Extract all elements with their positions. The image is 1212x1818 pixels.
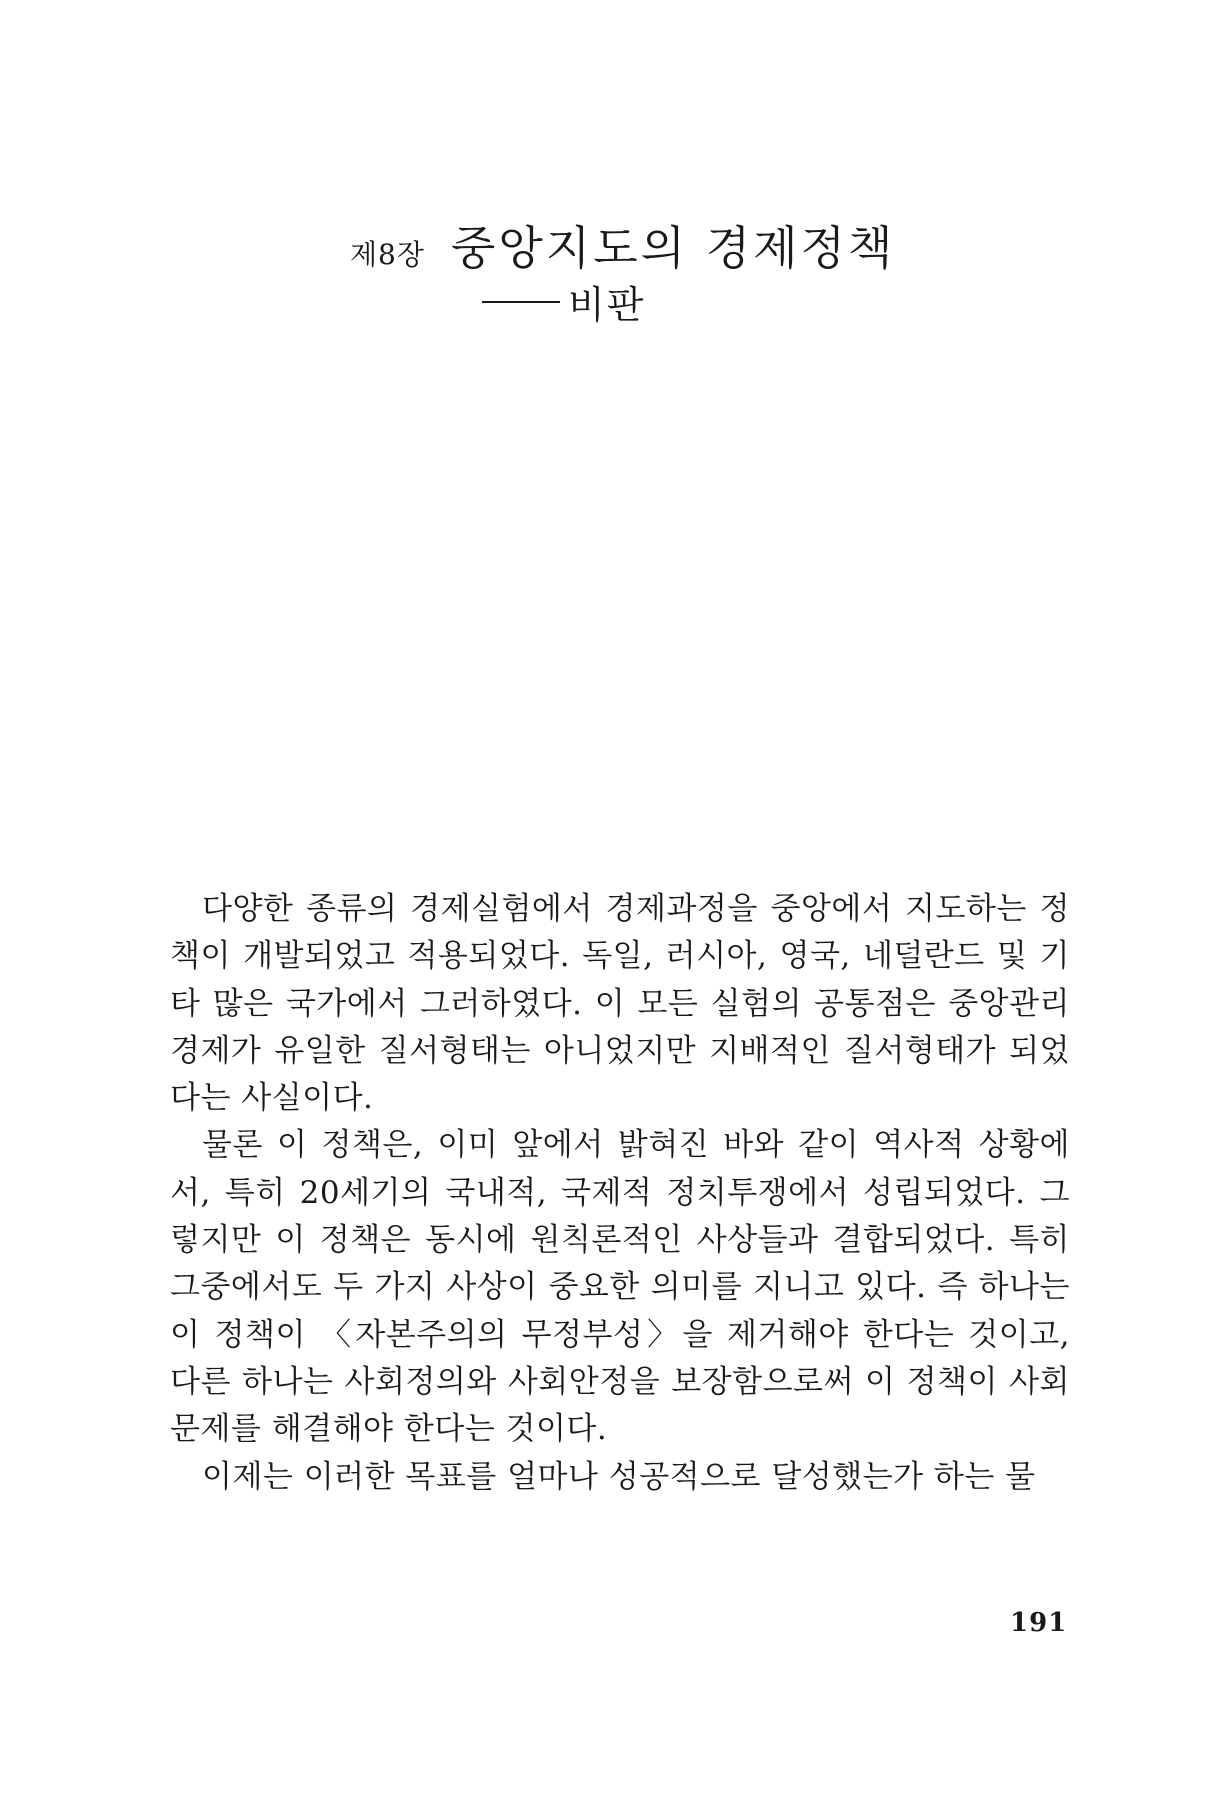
chapter-header xyxy=(350,212,950,327)
em-dash-rule xyxy=(482,301,560,303)
paragraph-1: 다양한 종류의 경제실험에서 경제과정을 중앙에서 지도하는 정책이 개발되었고 적용되었다. 독일, 러시아, 영국, 네덜란드 및 기타 많은 국가에서 그러하였다. 이 모든 실험의 공통점은 중앙관리경제가 유일한 질서형태는 아니었지만 지배적인 질서형태가 되었다는 사실이다. xyxy=(170,891,1070,1117)
page-number: 191 xyxy=(1010,1608,1068,1638)
chapter-subtitle-line xyxy=(482,274,645,329)
chapter-number: 제8장 xyxy=(350,238,425,271)
paragraph-2: 물론 이 정책은, 이미 앞에서 밝혀진 바와 같이 역사적 상황에서, 특히 20세기의 국내적, 국제적 정치투쟁에서 성립되었다. 그렇지만 이 정책은 동시에 원칙론적인 사상들과 결합되었다. 특히 그중에서도 두 가지 사상이 중요한 의미를 지니고 있다. 즉 하나는 이 정책이 〈자본주의의 무정부성〉을 제거해야 한다는 것이고, 다른 하나는 사회정의와 사회안정을 보장함으로써 이 정책이 사회문제를 해결해야 한다는 것이다. xyxy=(170,1127,1070,1448)
chapter-heading-line xyxy=(350,212,950,278)
paragraph-3: 이제는 이러한 목표를 얼마나 성공적으로 달성했는가 하는 물 xyxy=(202,1458,1036,1495)
body-text xyxy=(170,886,1070,1501)
chapter-title: 중앙지도의 경제정책 xyxy=(450,221,896,275)
chapter-subtitle: 비판 xyxy=(568,283,646,327)
